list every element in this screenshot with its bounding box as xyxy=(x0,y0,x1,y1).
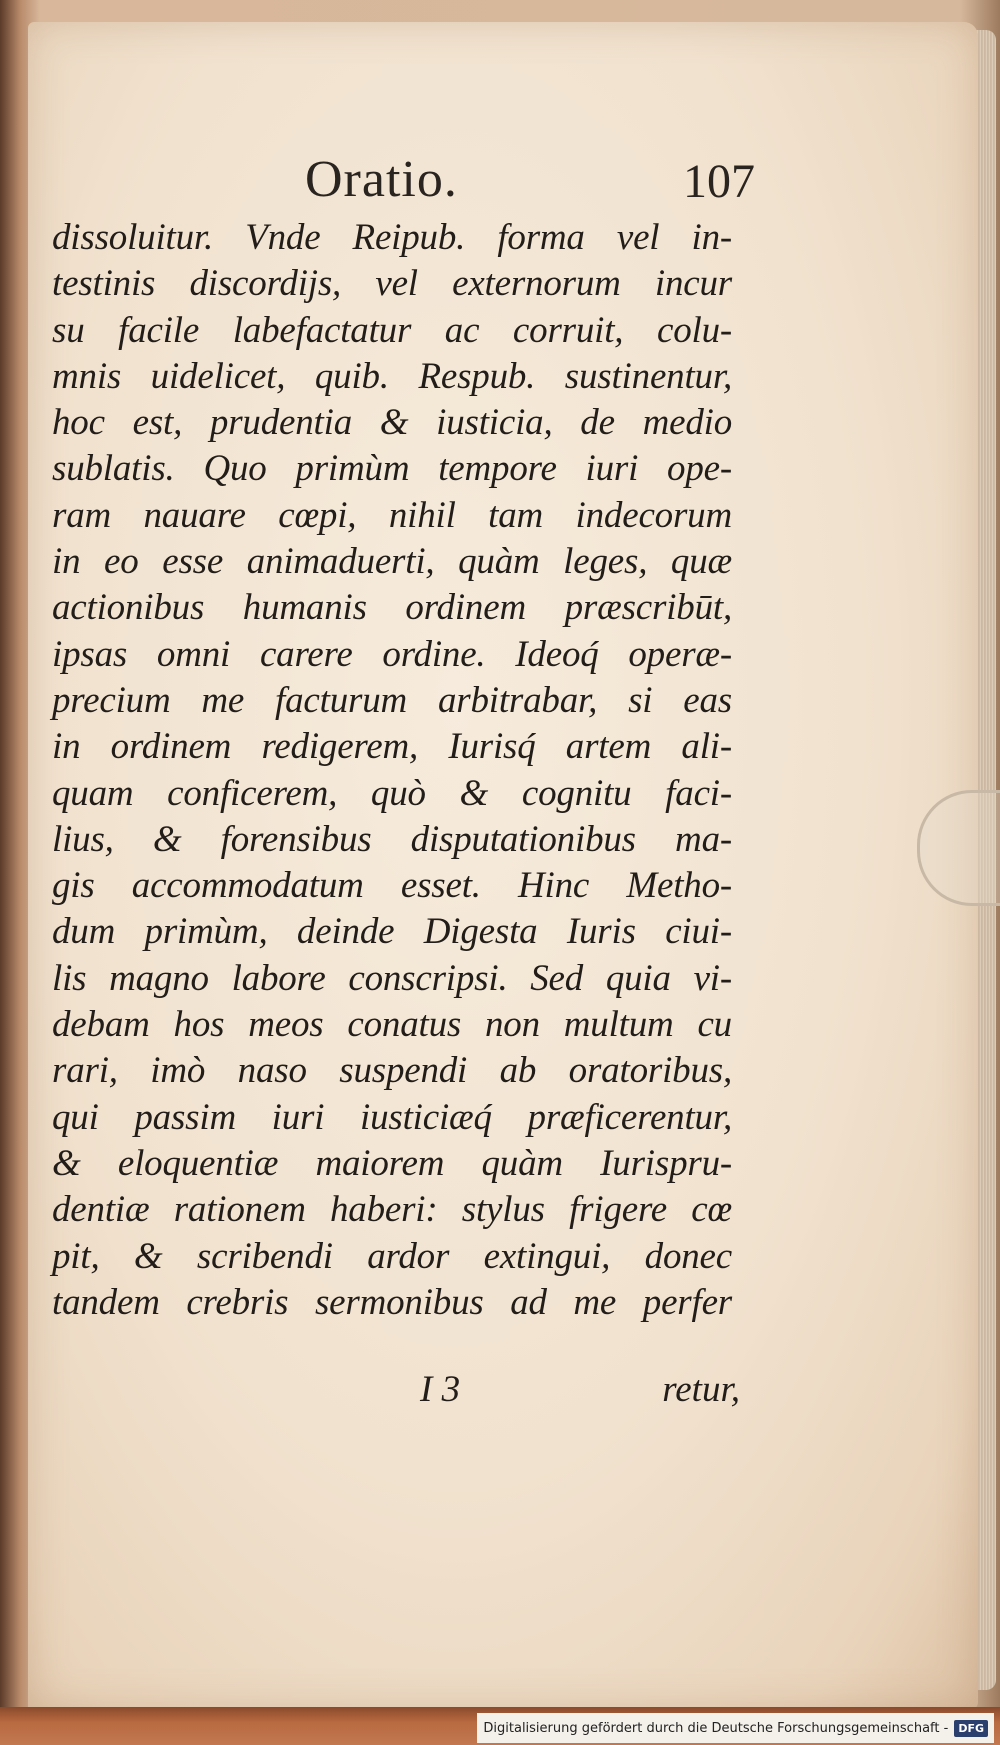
credit-text: Digitalisierung gefördert durch die Deutsche Forschungsgemeinschaft - xyxy=(483,1720,949,1736)
text-line: in eo esse animaduerti, quàm leges, quæ xyxy=(52,541,732,583)
text-line: su facile labefactatur ac corruit, colu- xyxy=(52,309,732,351)
text-line: ram nauare cœpi, nihil tam indecorum xyxy=(52,494,732,536)
text-line: testinis discordijs, vel externorum incur xyxy=(52,263,732,305)
page-header xyxy=(305,150,755,210)
text-line: dentiæ rationem haberi: stylus frigere cœ xyxy=(52,1189,732,1231)
text-line: hoc est, prudentia & iusticia, de medio xyxy=(52,402,732,444)
text-line: lius, & forensibus disputationibus ma- xyxy=(52,818,732,860)
text-line: rari, imò naso suspendi ab oratoribus, xyxy=(52,1050,732,1092)
text-line: sublatis. Quo primùm tempore iuri ope- xyxy=(52,448,732,490)
text-line: quam conficerem, quò & cognitu faci- xyxy=(52,772,732,814)
signature-mark: I 3 xyxy=(420,1369,461,1410)
text-line: dum primùm, deinde Digesta Iuris ciui- xyxy=(52,911,732,953)
text-line: tandem crebris sermonibus ad me perfer xyxy=(52,1281,732,1323)
text-line: mnis uidelicet, quib. Respub. sustinentur, xyxy=(52,355,732,397)
text-line: qui passim iuri iusticiæq́ præficerentur, xyxy=(52,1096,732,1138)
scan-bottom-edge xyxy=(0,1707,1000,1745)
body-text xyxy=(52,215,732,1326)
dfg-logo-icon: DFG xyxy=(954,1720,988,1737)
text-line: precium me facturum arbitrabar, si eas xyxy=(52,679,732,721)
digitization-credit xyxy=(477,1713,994,1743)
text-line: actionibus humanis ordinem præscribūt, xyxy=(52,587,732,629)
running-head: Oratio. xyxy=(305,151,458,208)
text-line: & eloquentiæ maiorem quàm Iurispru- xyxy=(52,1142,732,1184)
text-line: in ordinem redigerem, Iurisq́ artem ali- xyxy=(52,726,732,768)
text-line: gis accommodatum esset. Hinc Metho- xyxy=(52,865,732,907)
catchline xyxy=(420,1368,740,1411)
text-line: debam hos meos conatus non multum cu xyxy=(52,1004,732,1046)
text-line: lis magno labore conscripsi. Sed quia vi- xyxy=(52,957,732,999)
text-line: ipsas omni carere ordine. Ideoq́ operæ- xyxy=(52,633,732,675)
catchword: retur, xyxy=(662,1369,740,1410)
text-line: pit, & scribendi ardor extingui, donec xyxy=(52,1235,732,1277)
text-line: dissoluitur. Vnde Reipub. forma vel in- xyxy=(52,217,732,258)
page-number: 107 xyxy=(683,155,755,208)
